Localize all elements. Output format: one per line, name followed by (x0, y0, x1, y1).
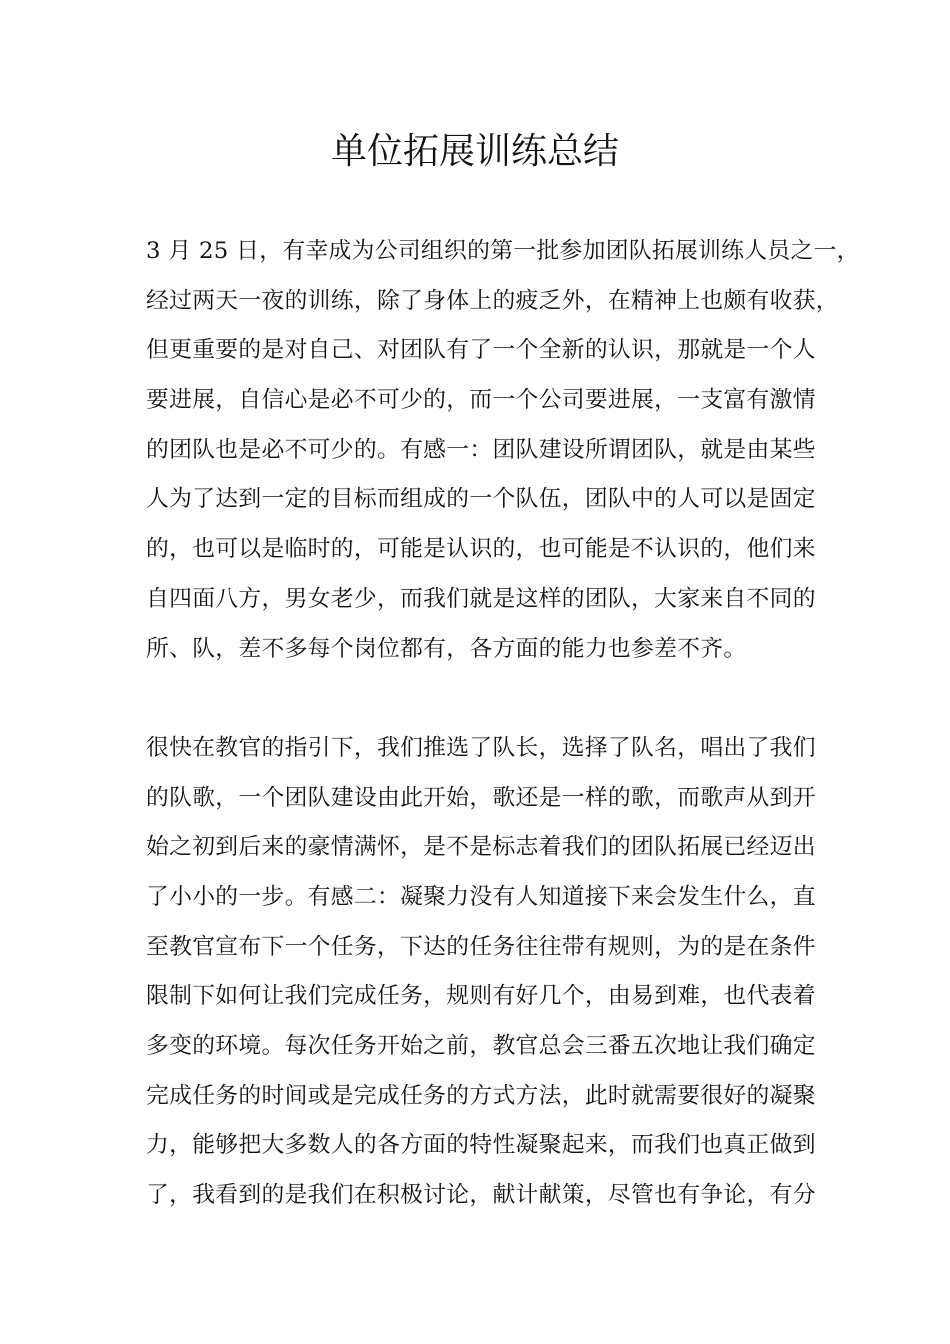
document-body (146, 229, 860, 1223)
text-line: 了小小的一步。有感二：凝聚力没有人知道接下来会发生什么，直 (146, 883, 816, 910)
text-line: 但更重要的是对自己、对团队有了一个全新的认识，那就是一个人 (146, 337, 816, 364)
text-line: 始之初到后来的豪情满怀，是不是标志着我们的团队拓展已经迈出 (146, 834, 816, 861)
paragraph (146, 726, 836, 1223)
text-line: 的队歌，一个团队建设由此开始，歌还是一样的歌，而歌声从到开 (146, 784, 816, 811)
text-line: 了，我看到的是我们在积极讨论，献计献策，尽管也有争论，有分 (146, 1182, 816, 1209)
text-line: 所、队，差不多每个岗位都有，各方面的能力也参差不齐。 (146, 635, 747, 662)
text-line: 至教官宣布下一个任务，下达的任务往往带有规则，为的是在条件 (146, 933, 816, 960)
text-line: 要进展，自信心是必不可少的，而一个公司要进展，一支富有激情 (146, 387, 816, 414)
paragraph (146, 229, 860, 676)
paragraph-spacer (146, 676, 836, 726)
text-line: 力，能够把大多数人的各方面的特性凝聚起来，而我们也真正做到 (146, 1132, 816, 1159)
text-line: 3 月 25 日，有幸成为公司组织的第一批参加团队拓展训练人员之一， (146, 238, 860, 264)
text-line: 人为了达到一定的目标而组成的一个队伍，团队中的人可以是固定 (146, 486, 816, 513)
document-title: 单位拓展训练总结 (330, 131, 619, 172)
text-line: 限制下如何让我们完成任务，规则有好几个，由易到难，也代表着 (146, 983, 816, 1010)
text-line: 完成任务的时间或是完成任务的方式方法，此时就需要很好的凝聚 (146, 1082, 816, 1109)
text-line: 自四面八方，男女老少，而我们就是这样的团队，大家来自不同的 (146, 585, 816, 612)
text-line: 多变的环境。每次任务开始之前，教官总会三番五次地让我们确定 (146, 1033, 816, 1059)
text-line: 很快在教官的指引下，我们推选了队长，选择了队名，唱出了我们 (146, 734, 816, 761)
text-line: 的，也可以是临时的，可能是认识的，也可能是不认识的，他们来 (146, 536, 816, 563)
text-line: 的团队也是必不可少的。有感一：团队建设所谓团队，就是由某些 (146, 436, 816, 463)
text-line: 经过两天一夜的训练，除了身体上的疲乏外，在精神上也颇有收获， (146, 287, 839, 314)
